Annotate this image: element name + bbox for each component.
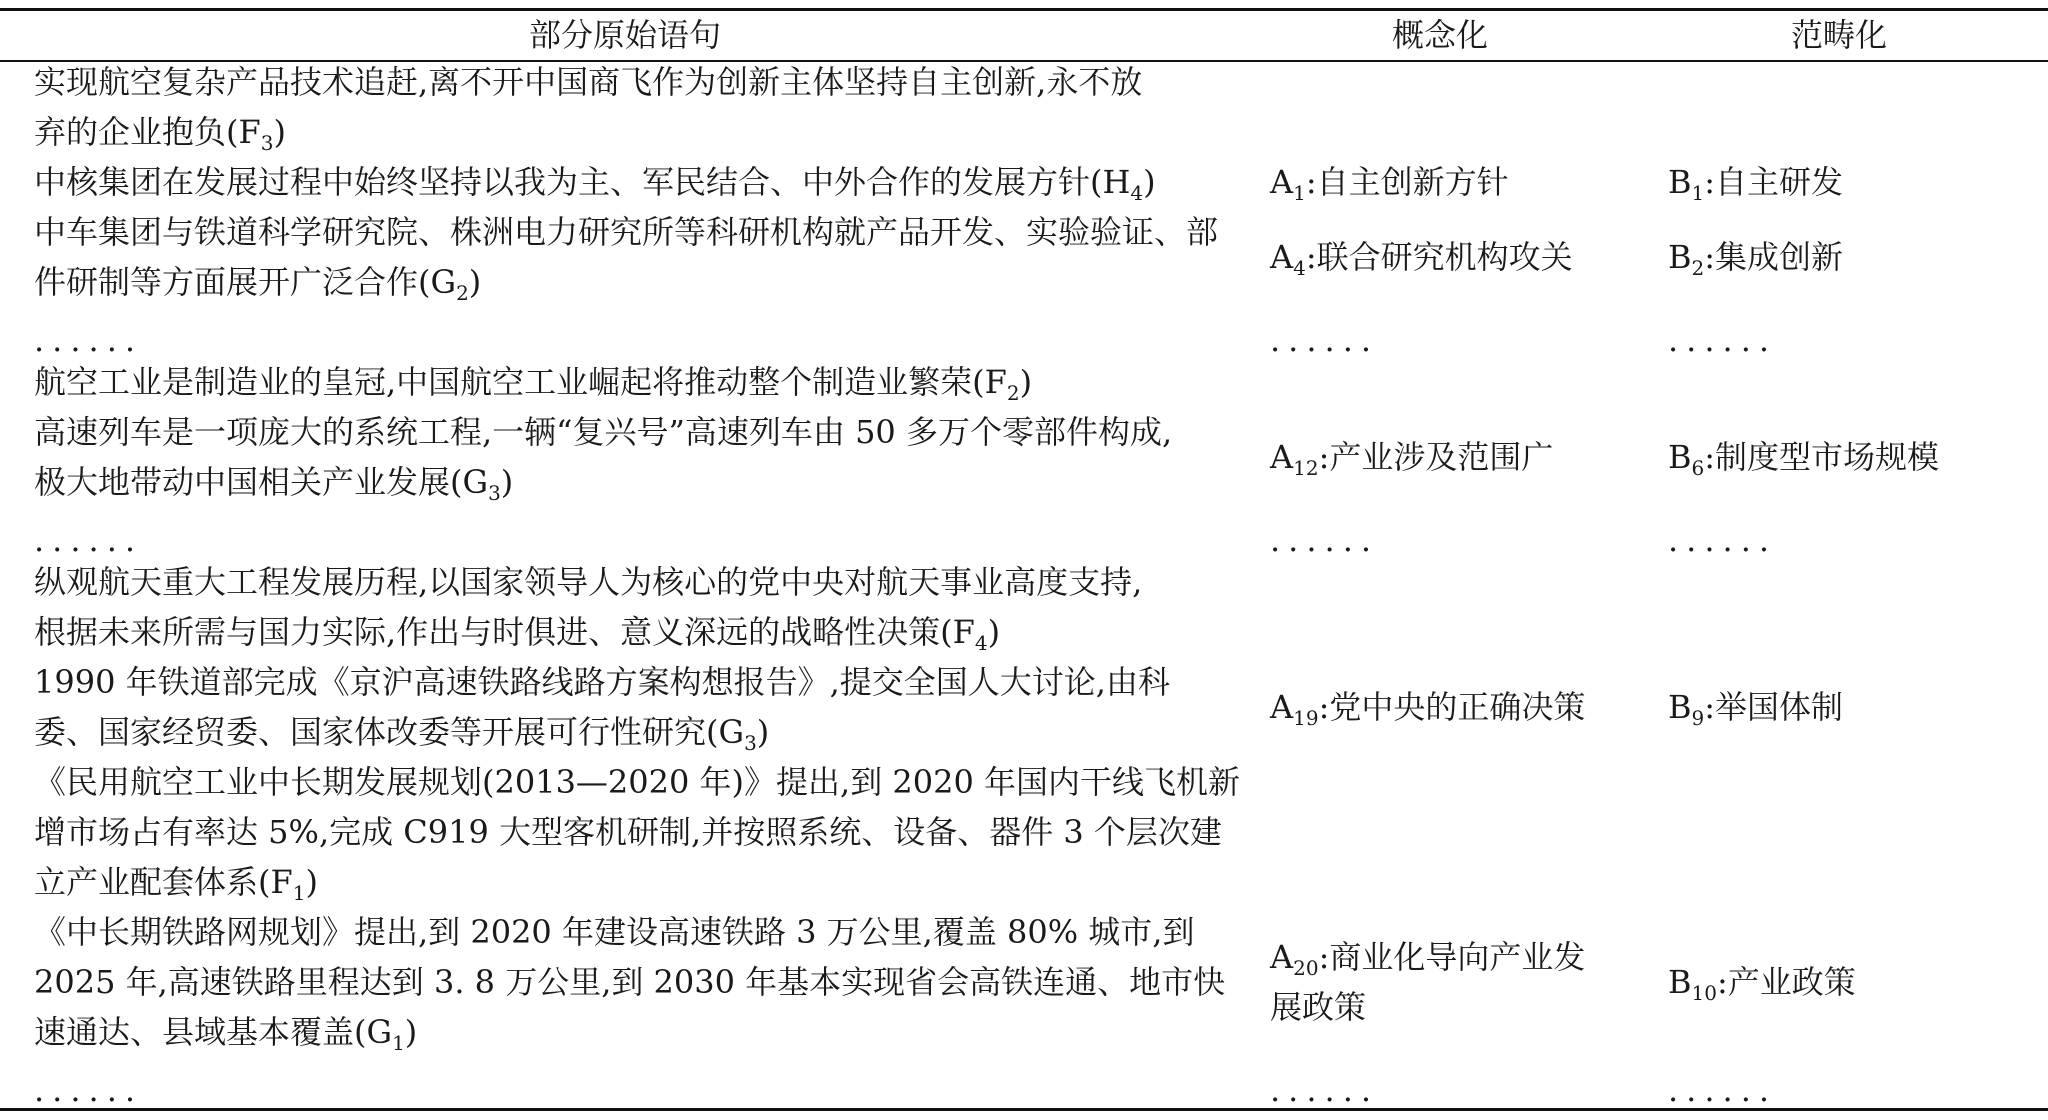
- quote-line: 件研制等方面展开广泛合作$(G_2)$: [34, 263, 482, 305]
- quote-line: 中核集团在发展过程中始终坚持以我为主、军民结合、中外合作的发展方针$(H_4)$: [34, 163, 1156, 205]
- quote-line: 《中长期铁路网规划》提出,到 2020 年建设高速铁路 3 万公里,覆盖 80% 城市,到: [34, 913, 1195, 951]
- quote-line: 实现航空复杂产品技术追赶,离不开中国商飞作为创新主体坚持自主创新,永不放: [34, 63, 1143, 101]
- quote-line: 1990 年铁道部完成《京沪高速铁路线路方案构想报告》,提交全国人大讨论,由科: [34, 663, 1170, 701]
- header-categorization: 范畴化: [1790, 16, 1887, 54]
- quote-line: 纵观航天重大工程发展历程,以国家领导人为核心的党中央对航天事业高度支持,: [34, 563, 1143, 601]
- concept-a12: $A_{12}$:产业涉及范围广: [1270, 438, 1554, 480]
- quote-line: 2025 年,高速铁路里程达到 3. 8 万公里,到 2030 年基本实现省会高铁连通、地市快: [34, 963, 1226, 1001]
- quote-line: 极大地带动中国相关产业发展$(G_3)$: [34, 463, 514, 505]
- category-ellipsis: ......: [1668, 1071, 1778, 1109]
- concept-a4: $A_4$:联合研究机构攻关: [1270, 238, 1573, 280]
- concept-a19: $A_{19}$:党中央的正确决策: [1270, 688, 1586, 730]
- table-top-rule: [0, 8, 2048, 11]
- quote-line: 立产业配套体系$(F_1)$: [34, 863, 318, 905]
- quote-line: 高速列车是一项庞大的系统工程,一辆“复兴号”高速列车由 50 多万个零部件构成,: [34, 413, 1173, 451]
- quote-line: 中车集团与铁道科学研究院、株洲电力研究所等科研机构就产品开发、实验验证、部: [34, 213, 1219, 251]
- header-original-statements: 部分原始语句: [528, 16, 721, 54]
- concept-ellipsis: ......: [1270, 1071, 1380, 1109]
- category-b10: $B_{10}$:产业政策: [1668, 963, 1856, 1005]
- quote-ellipsis: ......: [34, 321, 144, 359]
- quote-line: 航空工业是制造业的皇冠,中国航空工业崛起将推动整个制造业繁荣$(F_2)$: [34, 363, 1033, 405]
- category-b2: $B_2$:集成创新: [1668, 238, 1844, 280]
- header-conceptualization: 概念化: [1391, 16, 1488, 54]
- concept-ellipsis: ......: [1270, 521, 1380, 559]
- quote-line: 《民用航空工业中长期发展规划(2013—2020 年)》提出,到 2020 年国内干线飞机新: [34, 763, 1240, 801]
- quote-ellipsis: ......: [34, 521, 144, 559]
- concept-a20-continued: 展政策: [1270, 988, 1367, 1026]
- quote-line: 增市场占有率达 5%,完成 C919 大型客机研制,并按照系统、设备、器件 3 个层次建: [34, 813, 1222, 851]
- concept-a20: $A_{20}$:商业化导向产业发: [1270, 938, 1586, 980]
- quote-line: 弃的企业抱负$(F_3)$: [34, 113, 286, 155]
- quote-line: 根据未来所需与国力实际,作出与时俱进、意义深远的战略性决策$(F_4)$: [34, 613, 1001, 655]
- concept-a1: $A_1$:自主创新方针: [1270, 163, 1509, 205]
- concept-ellipsis: ......: [1270, 321, 1380, 359]
- category-b9: $B_9$:举国体制: [1668, 688, 1844, 730]
- quote-line: 委、国家经贸委、国家体改委等开展可行性研究$(G_3)$: [34, 713, 770, 755]
- quote-line: 速通达、县域基本覆盖$(G_1)$: [34, 1013, 418, 1055]
- quote-ellipsis: ......: [34, 1071, 144, 1109]
- category-ellipsis: ......: [1668, 321, 1778, 359]
- category-b6: $B_6$:制度型市场规模: [1668, 438, 1940, 480]
- category-ellipsis: ......: [1668, 521, 1778, 559]
- category-b1: $B_1$:自主研发: [1668, 163, 1844, 205]
